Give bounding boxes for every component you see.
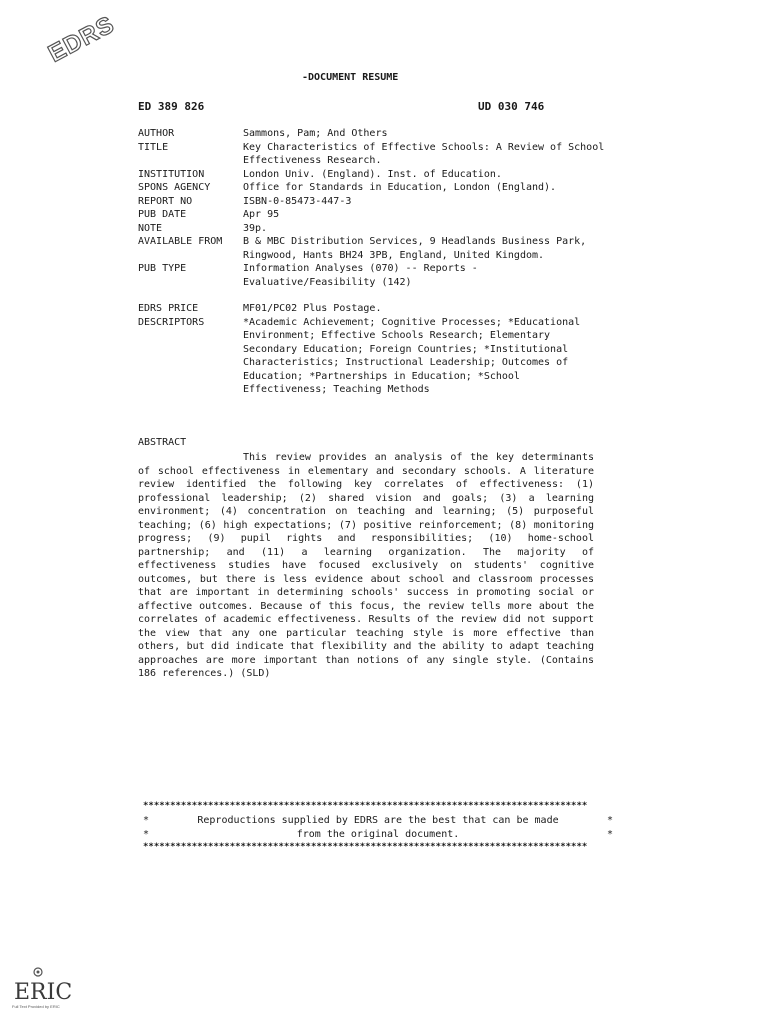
field-value: Office for Standards in Education, London (England). [243,182,557,193]
field-edrs-price [138,302,608,316]
field-label: EDRS PRICE [138,303,199,314]
field-title [138,141,608,168]
star-marker: * [143,828,150,840]
ud-number: UD 030 746 [478,100,545,113]
field-label: NOTE [138,222,163,234]
field-label: TITLE [138,141,169,153]
field-label: PUB TYPE [138,263,187,274]
field-label: REPORT NO [138,195,193,207]
field-value: Sammons, Pam; And Others [243,128,388,139]
abstract-label: ABSTRACT [138,437,187,448]
eric-logo-word: ERIC [14,980,73,1005]
reproduction-notice [143,800,613,855]
field-pub-type [138,262,608,289]
star-marker: * [606,815,613,826]
field-label: SPONS AGENCY [138,182,211,193]
eric-logo [10,966,73,1014]
field-descriptors [138,316,608,397]
field-value: Information Analyses (070) -- Reports - Evaluative/Feasibility (142) [243,263,478,288]
field-spons-agency [138,181,608,195]
field-available-from [138,235,608,262]
notice-line-1 [143,814,613,828]
field-value: B & MBC Distribution Services, 9 Headlands Business Park, Ringwood, Hants BH24 3PB, England, United Kingdom. [243,236,587,261]
field-value: Key Characteristics of Effective Schools: A Review of School Effectiveness Research. [243,141,605,166]
star-border-top: ********************************************************************************** [143,801,588,811]
field-label: INSTITUTION [138,168,205,180]
field-label: PUB DATE [138,209,187,220]
metadata-fields [138,127,608,397]
field-author [138,127,608,141]
notice-text-1: Reproductions supplied by EDRS are the best that can be made [197,815,559,826]
field-value: London Univ. (England). Inst. of Education. [243,168,502,180]
field-note [138,222,608,236]
field-label: AUTHOR [138,128,175,139]
star-border-bottom: ********************************************************************************** [143,842,588,852]
field-label: AVAILABLE FROM [138,236,223,247]
abstract-text: This review provides an analysis of the key determinants of school effectiveness in elementary and secondary schools. A literature review identified the following key correlates of effectiveness: (1) professional leadership; (2) shared vision and goals; (3) a learning environment; (4) concentration on teaching and learning; (5) purposeful teaching; (6) high expectations; (7) positive reinforcement; (8) monitoring progress; (9) pupil rights and responsibilities; (10) home-school partnership; and (11) a learning organization. The majority of effectiveness studies have focused exclusively on students' cognitive outcomes, but there is less evidence about school and classroom processes that are important in determining schools' success in promoting social or affective outcomes. Because of this focus, the review tells more about the correlates of academic effectiveness. Results of the review did not support the view that any one particular teaching style is more effective than others, but did indicate that flexibility and the ability to adapt teaching approaches are more important than notions of any single style. (Contains 186 references.) (SLD) [138,452,594,679]
field-value: ISBN-0-85473-447-3 [243,195,352,207]
star-marker: * [143,815,150,826]
field-value: MF01/PC02 Plus Postage. [243,303,382,314]
document-title: -DOCUMENT RESUME [302,72,399,83]
field-pub-date [138,208,608,222]
field-label: DESCRIPTORS [138,316,205,328]
edrs-stamp: EDRS [44,10,120,68]
eric-logo-subtitle: Full Text Provided by ERIC [12,1004,60,1009]
ed-number: ED 389 826 [138,100,205,113]
field-institution [138,168,608,182]
field-value: 39p. [243,222,268,234]
star-marker: * [606,828,613,840]
field-value: Apr 95 [243,209,280,220]
field-report-no [138,195,608,209]
notice-text-2: from the original document. [296,828,460,840]
notice-line-2 [143,828,613,842]
field-value: *Academic Achievement; Cognitive Processes; *Educational Environment; Effective Schools Research; Elementary Secondary Education; Foreign Countries; *Institutional Characteristics; Instructional Leadership; Outcomes of Education; *Partnerships in Education; *School Effectiveness; Teaching Methods [243,316,581,395]
